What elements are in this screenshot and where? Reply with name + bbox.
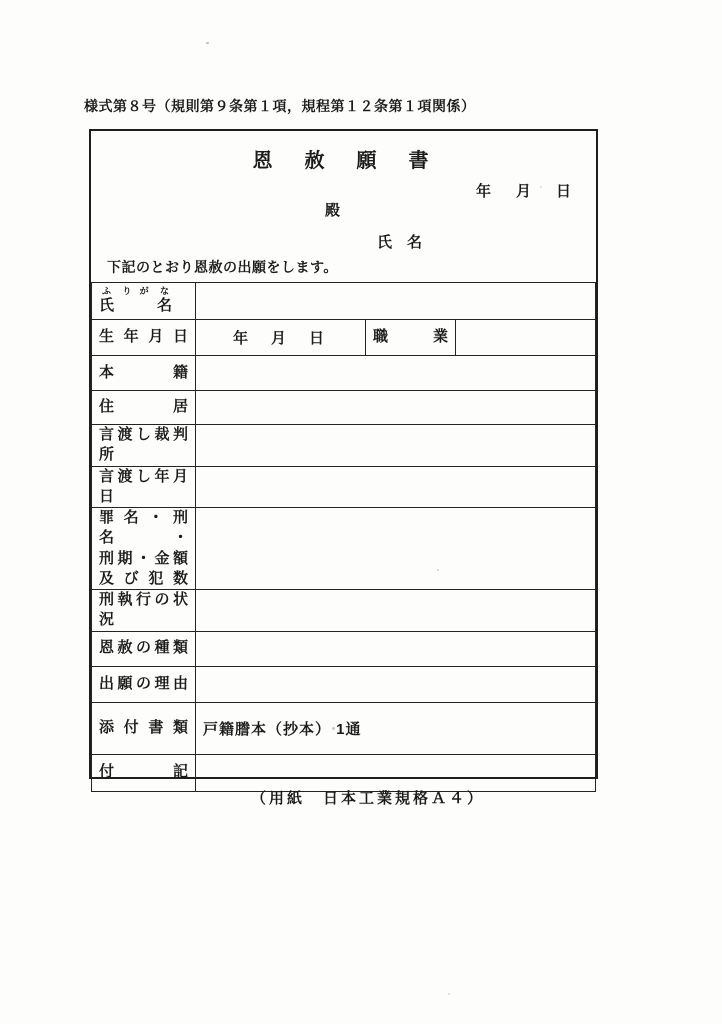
scan-noise-speck xyxy=(332,727,335,730)
application-statement: 下記のとおり恩赦の出願をします。 xyxy=(107,259,338,275)
table-row xyxy=(92,320,596,356)
table-row xyxy=(92,425,596,467)
form-table xyxy=(91,282,596,792)
table-row xyxy=(92,631,596,666)
name-value-cell xyxy=(196,283,596,320)
pardon-application-form xyxy=(89,129,598,779)
sentencing-date-label: 言渡し年月日 xyxy=(99,467,188,505)
attached-documents-value-cell: 戸籍謄本（抄本） 1通 xyxy=(196,702,596,754)
execution-status-value-cell xyxy=(196,590,596,632)
scan-noise-speck xyxy=(206,42,209,44)
date-line: 年 月 日 xyxy=(475,183,576,200)
offense-label-line-2: 刑期・金額 xyxy=(99,549,188,567)
residence-value-cell xyxy=(196,391,596,425)
form-header xyxy=(91,131,596,282)
name-label-first-char: 氏 xyxy=(99,297,115,315)
attached-documents-label: 添付書類 xyxy=(99,718,188,736)
paper-size-note: （用紙 日本工業規格Ａ４） xyxy=(251,790,486,807)
furigana-na: な xyxy=(159,286,169,297)
furigana-ga: が xyxy=(139,286,149,297)
addressee-dono-label: 殿 xyxy=(325,202,341,219)
offense-label-cell xyxy=(92,508,196,590)
name-row-label-cell xyxy=(92,283,196,320)
domicile-value-cell xyxy=(196,356,596,391)
remarks-value-cell xyxy=(196,754,596,791)
pardon-type-value-cell xyxy=(196,631,596,666)
pardon-type-label: 恩赦の種類 xyxy=(99,639,188,657)
table-row xyxy=(92,702,596,754)
application-reason-label: 出願の理由 xyxy=(99,674,188,692)
table-row xyxy=(92,466,596,508)
sentencing-court-label: 言渡し裁判所 xyxy=(99,426,188,464)
remarks-label: 付記 xyxy=(99,763,188,781)
table-row xyxy=(92,391,596,425)
sentencing-date-value-cell xyxy=(196,466,596,508)
domicile-label: 本籍 xyxy=(99,363,188,381)
table-row xyxy=(92,754,596,791)
scan-noise-speck xyxy=(448,993,450,995)
form-title: 恩赦願書 xyxy=(252,150,461,172)
birth-date-placeholder-cell: 年 月 日 xyxy=(196,320,366,356)
execution-status-label: 刑執行の状況 xyxy=(99,591,188,629)
furigana-ri: り xyxy=(122,286,132,297)
signer-name-label: 氏 名 xyxy=(377,234,423,251)
name-label-last-char: 名 xyxy=(156,297,172,315)
table-row xyxy=(92,508,596,590)
offense-value-cell xyxy=(196,508,596,590)
name-label-with-furigana xyxy=(99,287,188,315)
form-number-line: 様式第８号（規則第９条第１項，規程第１２条第１項関係） xyxy=(84,98,476,114)
birth-date-label: 生年月日 xyxy=(99,328,188,346)
sentencing-court-value-cell xyxy=(196,425,596,467)
residence-label: 住居 xyxy=(99,398,188,416)
table-row xyxy=(92,666,596,702)
table-row xyxy=(92,590,596,632)
offense-label-line-1: 罪名・刑名・ xyxy=(99,509,188,547)
table-row xyxy=(92,356,596,391)
occupation-value-cell xyxy=(456,320,596,356)
furigana-fu: ふ xyxy=(102,286,112,297)
application-reason-value-cell xyxy=(196,666,596,702)
scan-noise-speck xyxy=(437,569,439,571)
table-row xyxy=(92,283,596,320)
occupation-label: 職業 xyxy=(373,328,448,346)
offense-label-line-3: 及び犯数 xyxy=(99,569,188,587)
scan-noise-speck xyxy=(540,186,542,188)
